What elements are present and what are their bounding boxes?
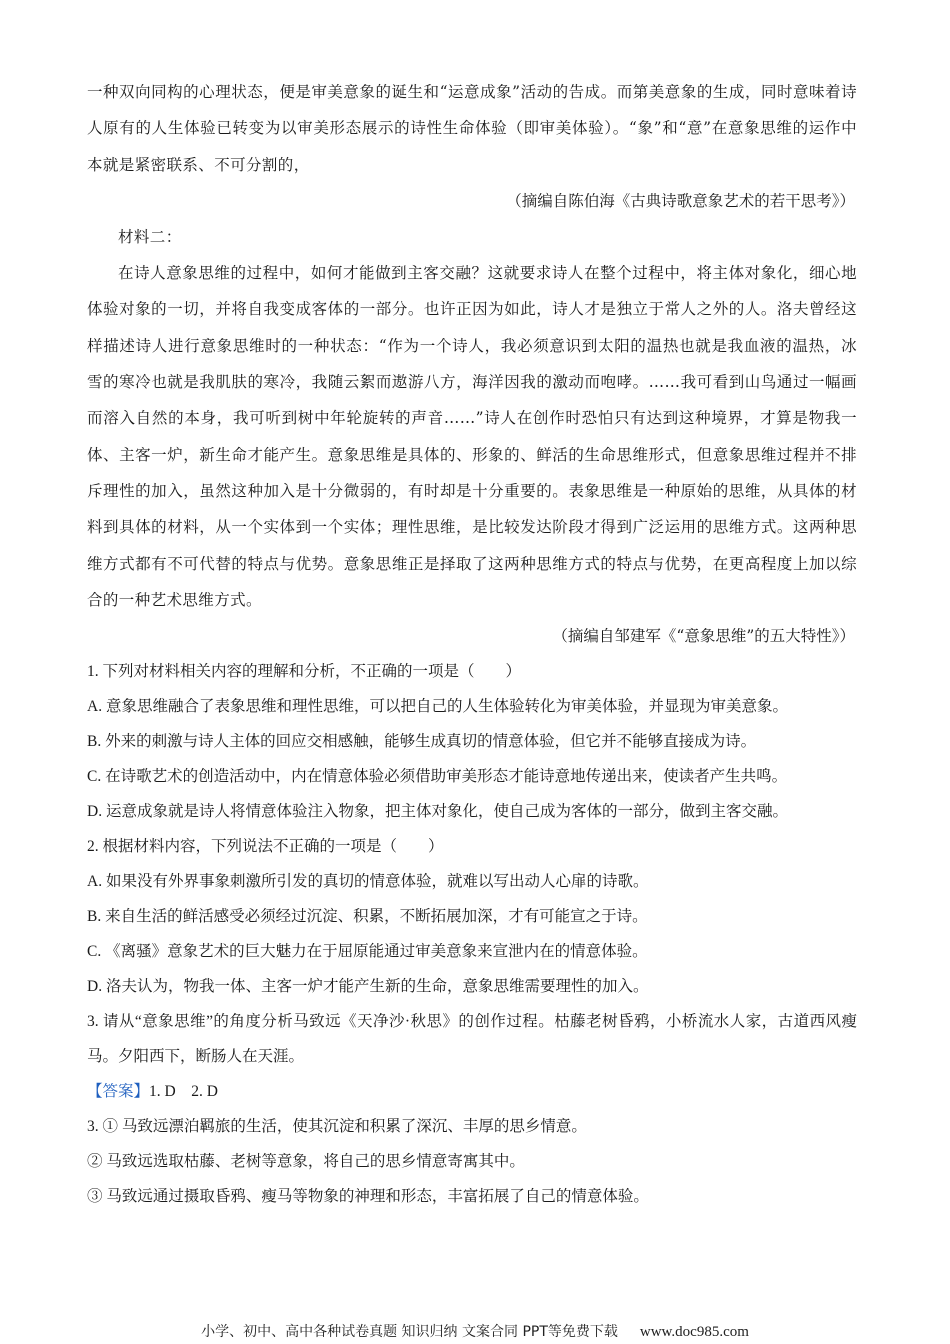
question-2-option-a: A. 如果没有外界事象刺激所引发的真切的情意体验，就难以写出动人心扉的诗歌。 [87, 873, 649, 891]
question-3 [87, 1004, 857, 1074]
question-2-option-d: D. 洛夫认为，物我一体、主客一炉才能产生新的生命，意象思维需要理性的加入。 [87, 978, 649, 996]
question-1 [87, 654, 857, 829]
question-3-stem: 3. 请从“意象思维”的角度分析马致远《天净沙·秋思》的创作过程。枯藤老树昏鸦，小桥流水人家，古道西风瘦马。夕阳西下，断肠人在天涯。 [87, 1013, 857, 1066]
material1-continuation: 一种双向同构的心理状态，便是审美意象的诞生和“运意成象”活动的告成。而第美意象的生成，同时意味着诗人原有的人生体验已转变为以审美形态展示的诗性生命体验（即审美体验）。“象”和“意”在意象思维的运作中本就是紧密联系、不可分割的， [87, 83, 857, 174]
question-1-stem: 1. 下列对材料相关内容的理解和分析，不正确的一项是（ ） [87, 663, 522, 681]
material1-source: （摘编自陈伯海《古典诗歌意象艺术的若干思考》） [506, 191, 855, 210]
question-1-option-d: D. 运意成象就是诗人将情意体验注入物象，把主体对象化，使自己成为客体的一部分，做到主客交融。 [87, 803, 788, 821]
question-1-option-b: B. 外来的刺激与诗人主体的回应交相感触，能够生成真切的情意体验，但它并不能够直接成为诗。 [87, 733, 757, 751]
footer-text: 小学、初中、高中各种试卷真题 知识归纳 文案合同 PPT等免费下载 [201, 1324, 618, 1340]
question-1-option-a: A. 意象思维融合了表象思维和理性思维，可以把自己的人生体验转化为审美体验，并显现为审美意象。 [87, 698, 788, 716]
material2-heading: 材料二： [118, 227, 182, 246]
answer-section [87, 1074, 857, 1214]
answer-3-point-1: 3. ① 马致远漂泊羁旅的生活，使其沉淀和积累了深沉、丰厚的思乡情意。 [87, 1118, 587, 1136]
footer-url[interactable]: www.doc985.com [639, 1324, 749, 1340]
question-2-stem: 2. 根据材料内容，下列说法不正确的一项是（ ） [87, 838, 444, 856]
document-page [87, 74, 857, 1214]
answer-choices-line [87, 1074, 857, 1109]
answer-3-point-3: ③ 马致远通过摄取昏鸦、瘦马等物象的神理和形态，丰富拓展了自己的情意体验。 [87, 1188, 649, 1206]
question-2 [87, 829, 857, 1004]
question-2-option-b: B. 来自生活的鲜活感受必须经过沉淀、积累，不断拓展加深，才有可能宣之于诗。 [87, 908, 648, 926]
material2-body: 在诗人意象思维的过程中，如何才能做到主客交融？这就要求诗人在整个过程中，将主体对象化，细心地体验对象的一切，并将自我变成客体的一部分。也许正因为如此，诗人才是独立于常人之外的人。洛夫曾经这样描述诗人进行意象思维时的一种状态：“作为一个诗人，我必须意识到太阳的温热也就是我血液的温热，冰雪的寒冷也就是我肌肤的寒冷，我随云絮而遨游八方，海洋因我的激动而咆哮。……我可看到山鸟通过一幅画而溶入自然的本身，我可听到树中年轮旋转的声音……”诗人在创作时恐怕只有达到这种境界，才算是物我一体、主客一炉，新生命才能产生。意象思维是具体的、形象的、鲜活的生命思维形式，但意象思维过程并不排斥理性的加入，虽然这种加入是十分微弱的，有时却是十分重要的。表象思维是一种原始的思维，从具体的材料到具体的材料，从一个实体到一个实体；理性思维，是比较发达阶段才得到广泛运用的思维方式。这两种思维方式都有不可代替的特点与优势。意象思维正是择取了这两种思维方式的特点与优势，在更高程度上加以综合的一种艺术思维方式。 [87, 264, 857, 609]
answer-3-point-2: ② 马致远选取枯藤、老树等意象，将自己的思乡情意寄寓其中。 [87, 1153, 525, 1171]
question-2-option-c: C. 《离骚》意象艺术的巨大魅力在于屈原能通过审美意象来宣泄内在的情意体验。 [87, 943, 648, 961]
material2-source: （摘编自邹建军《“意象思维”的五大特性》） [552, 627, 855, 646]
question-1-option-c: C. 在诗歌艺术的创造活动中，内在情意体验必须借助审美形态才能诗意地传递出来，使读者产生共鸣。 [87, 768, 788, 786]
answer-tag: 【答案】 [87, 1083, 150, 1101]
answer-choices: 1. D 2. D [149, 1083, 218, 1101]
page-footer [0, 1322, 950, 1342]
